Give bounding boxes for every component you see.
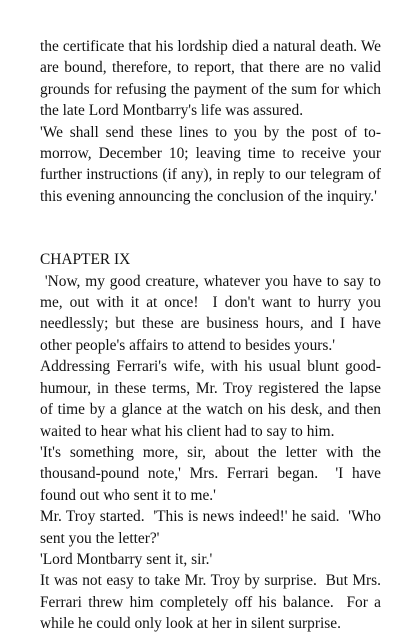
- paragraph: 'It's something more, sir, about the letter with the thousand-pound note,' Mrs. Ferrari began. 'I have found out who sent it to me.': [40, 443, 381, 504]
- section-gap: [40, 207, 381, 249]
- paragraph: It was not easy to take Mr. Troy by surprise. But Mrs. Ferrari threw him completely off his balance. For a while he could only look at her in silent surprise.: [40, 572, 381, 633]
- chapter-heading: CHAPTER IX: [40, 251, 131, 269]
- body-text: [40, 36, 381, 635]
- paragraph: 'Lord Montbarry sent it, sir.': [40, 550, 213, 568]
- paragraph: 'We shall send these lines to you by the post of to-morrow, December 10; leaving time to receive your further instructions (if any), in reply to our telegram of this evening announcing the conclusion of the inquiry.': [40, 123, 381, 205]
- paragraph: Addressing Ferrari's wife, with his usual blunt good-humour, in these terms, Mr. Troy registered the lapse of time by a glance at the watch on his desk, and then waited to hear what his client had to say to him.: [40, 358, 381, 440]
- paragraph: 'Now, my good creature, whatever you have to say to me, out with it at once! I don't want to hurry you needlessly; but these are business hours, and I have other people's affairs to attend to besides yours.': [40, 272, 381, 354]
- paragraph: the certificate that his lordship died a natural death. We are bound, therefore, to report, that there are no valid grounds for refusing the payment of the sum for which the late Lord Montbarry's life was assured.: [40, 38, 381, 120]
- paragraph: Mr. Troy started. 'This is news indeed!' he said. 'Who sent you the letter?': [40, 508, 381, 547]
